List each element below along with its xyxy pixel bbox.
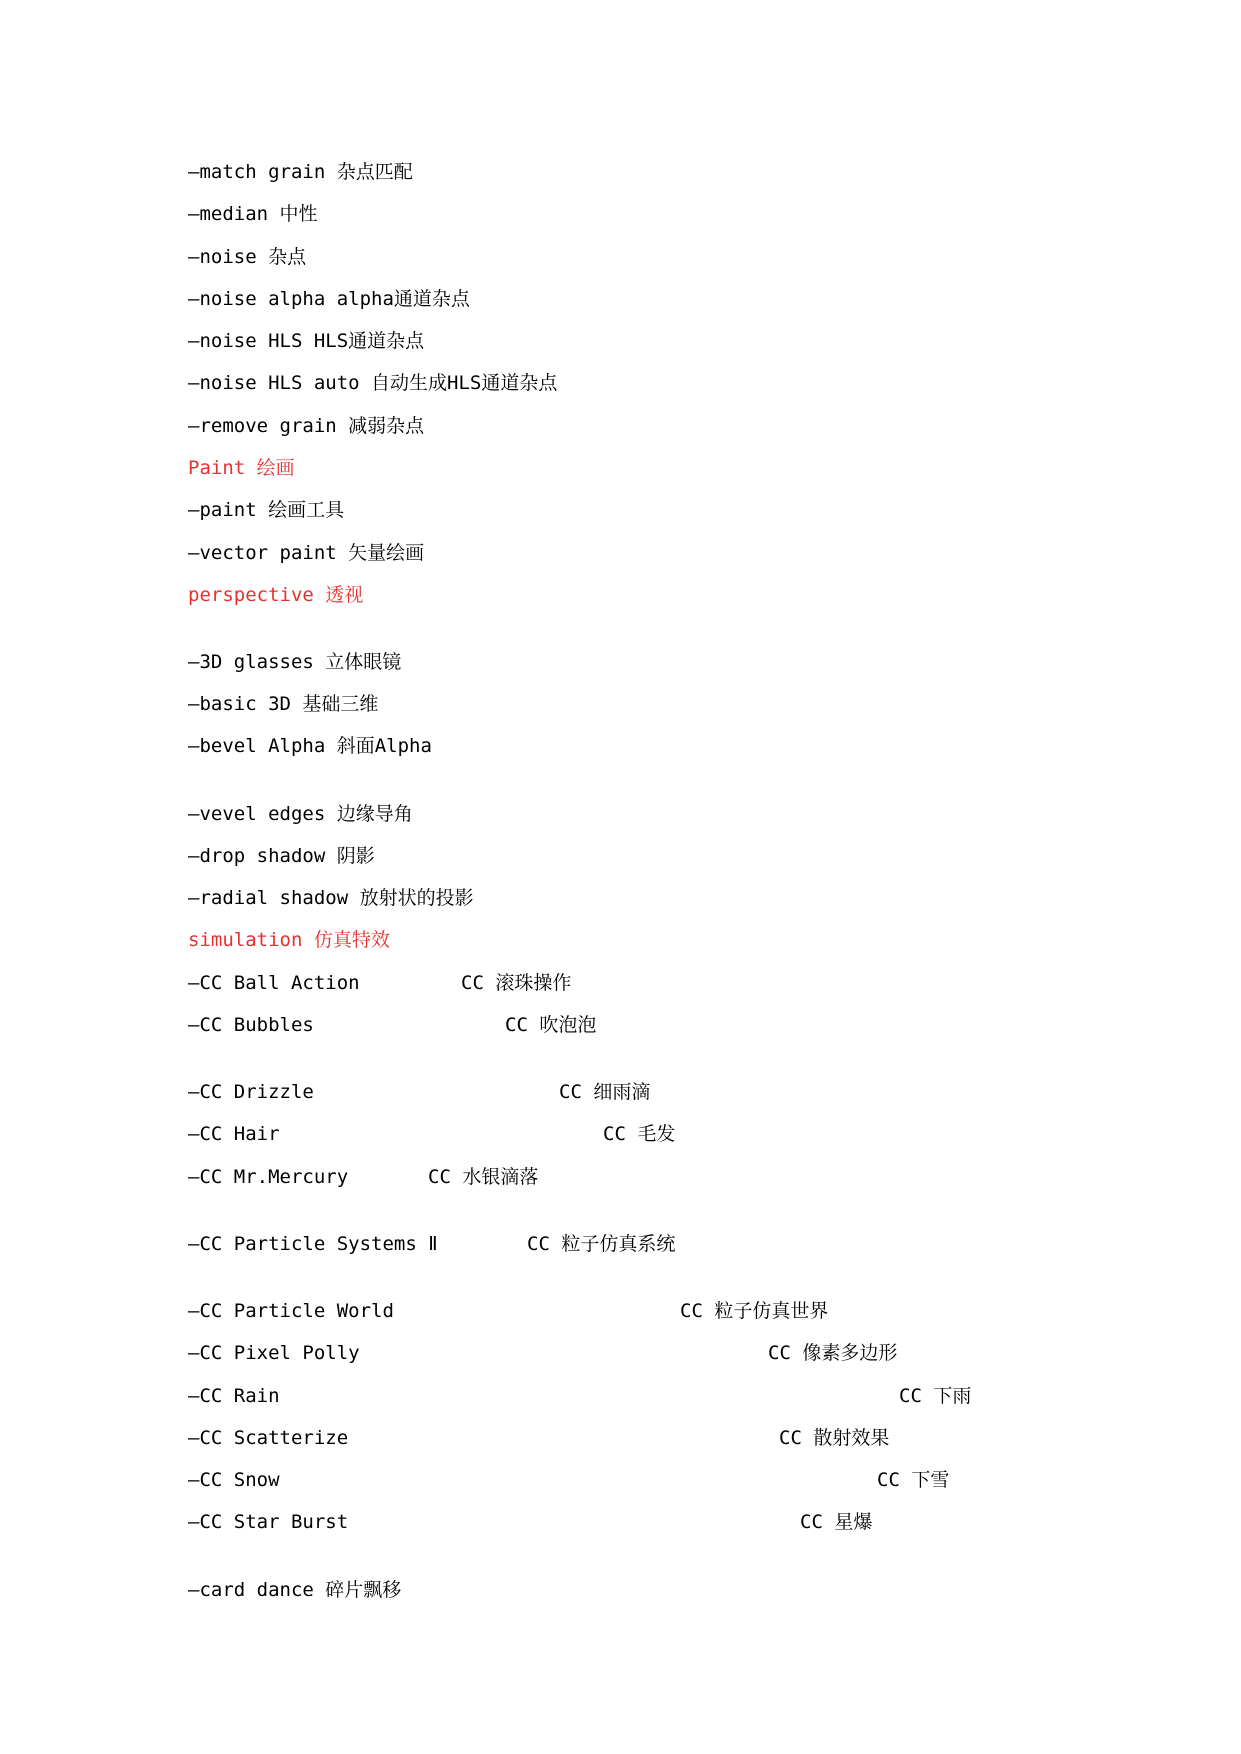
simulation-item-en: —CC Star Burst	[188, 1511, 349, 1533]
simulation-item-zh: CC 下雨	[899, 1385, 972, 1407]
effect-line: —bevel Alpha 斜面Alpha	[188, 735, 432, 757]
simulation-item-en: —CC Drizzle	[188, 1081, 314, 1103]
effect-line: —radial shadow 放射状的投影	[188, 887, 474, 909]
simulation-item-en: —CC Hair	[188, 1123, 280, 1145]
simulation-item-en: —CC Particle World	[188, 1300, 394, 1322]
simulation-item-zh: CC 滚珠操作	[461, 972, 572, 994]
effect-line: —match grain 杂点匹配	[188, 161, 413, 183]
effect-line: —vector paint 矢量绘画	[188, 542, 425, 564]
effect-line: —median 中性	[188, 203, 318, 225]
effect-line: —paint 绘画工具	[188, 499, 345, 521]
simulation-item-zh: CC 粒子仿真世界	[680, 1300, 829, 1322]
simulation-item-zh: CC 星爆	[800, 1511, 873, 1533]
simulation-item-zh: CC 散射效果	[779, 1427, 890, 1449]
section-heading-simulation: simulation 仿真特效	[188, 929, 390, 951]
simulation-item-zh: CC 下雪	[877, 1469, 950, 1491]
effect-line: —3D glasses 立体眼镜	[188, 651, 402, 673]
simulation-item-en: —CC Scatterize	[188, 1427, 349, 1449]
simulation-item-en: —CC Particle Systems Ⅱ	[188, 1233, 438, 1255]
effect-line: —basic 3D 基础三维	[188, 693, 379, 715]
simulation-item-zh: CC 细雨滴	[559, 1081, 651, 1103]
simulation-item-en: —CC Snow	[188, 1469, 280, 1491]
simulation-item-en: —CC Ball Action	[188, 972, 360, 994]
simulation-item-zh: CC 粒子仿真系统	[527, 1233, 676, 1255]
simulation-item-en: —CC Pixel Polly	[188, 1342, 360, 1364]
effect-line: —noise HLS auto 自动生成HLS通道杂点	[188, 372, 558, 394]
simulation-item-en: —CC Rain	[188, 1385, 280, 1407]
simulation-item-zh: CC 吹泡泡	[505, 1014, 597, 1036]
simulation-item-zh: CC 毛发	[603, 1123, 676, 1145]
section-heading-paint: Paint 绘画	[188, 457, 295, 479]
effect-line: —noise 杂点	[188, 246, 307, 268]
simulation-item-en: —CC Bubbles	[188, 1014, 314, 1036]
section-heading-perspective: perspective 透视	[188, 584, 364, 606]
effect-line: —remove grain 减弱杂点	[188, 415, 425, 437]
simulation-item-en: —CC Mr.Mercury	[188, 1166, 349, 1188]
simulation-item-zh: CC 水银滴落	[428, 1166, 539, 1188]
effect-line: —noise HLS HLS通道杂点	[188, 330, 425, 352]
effect-line: —noise alpha alpha通道杂点	[188, 288, 470, 310]
effect-line: —drop shadow 阴影	[188, 845, 375, 867]
simulation-item-zh: CC 像素多边形	[768, 1342, 898, 1364]
effect-line: —card dance 碎片飘移	[188, 1579, 402, 1601]
effect-line: —vevel edges 边缘导角	[188, 803, 413, 825]
